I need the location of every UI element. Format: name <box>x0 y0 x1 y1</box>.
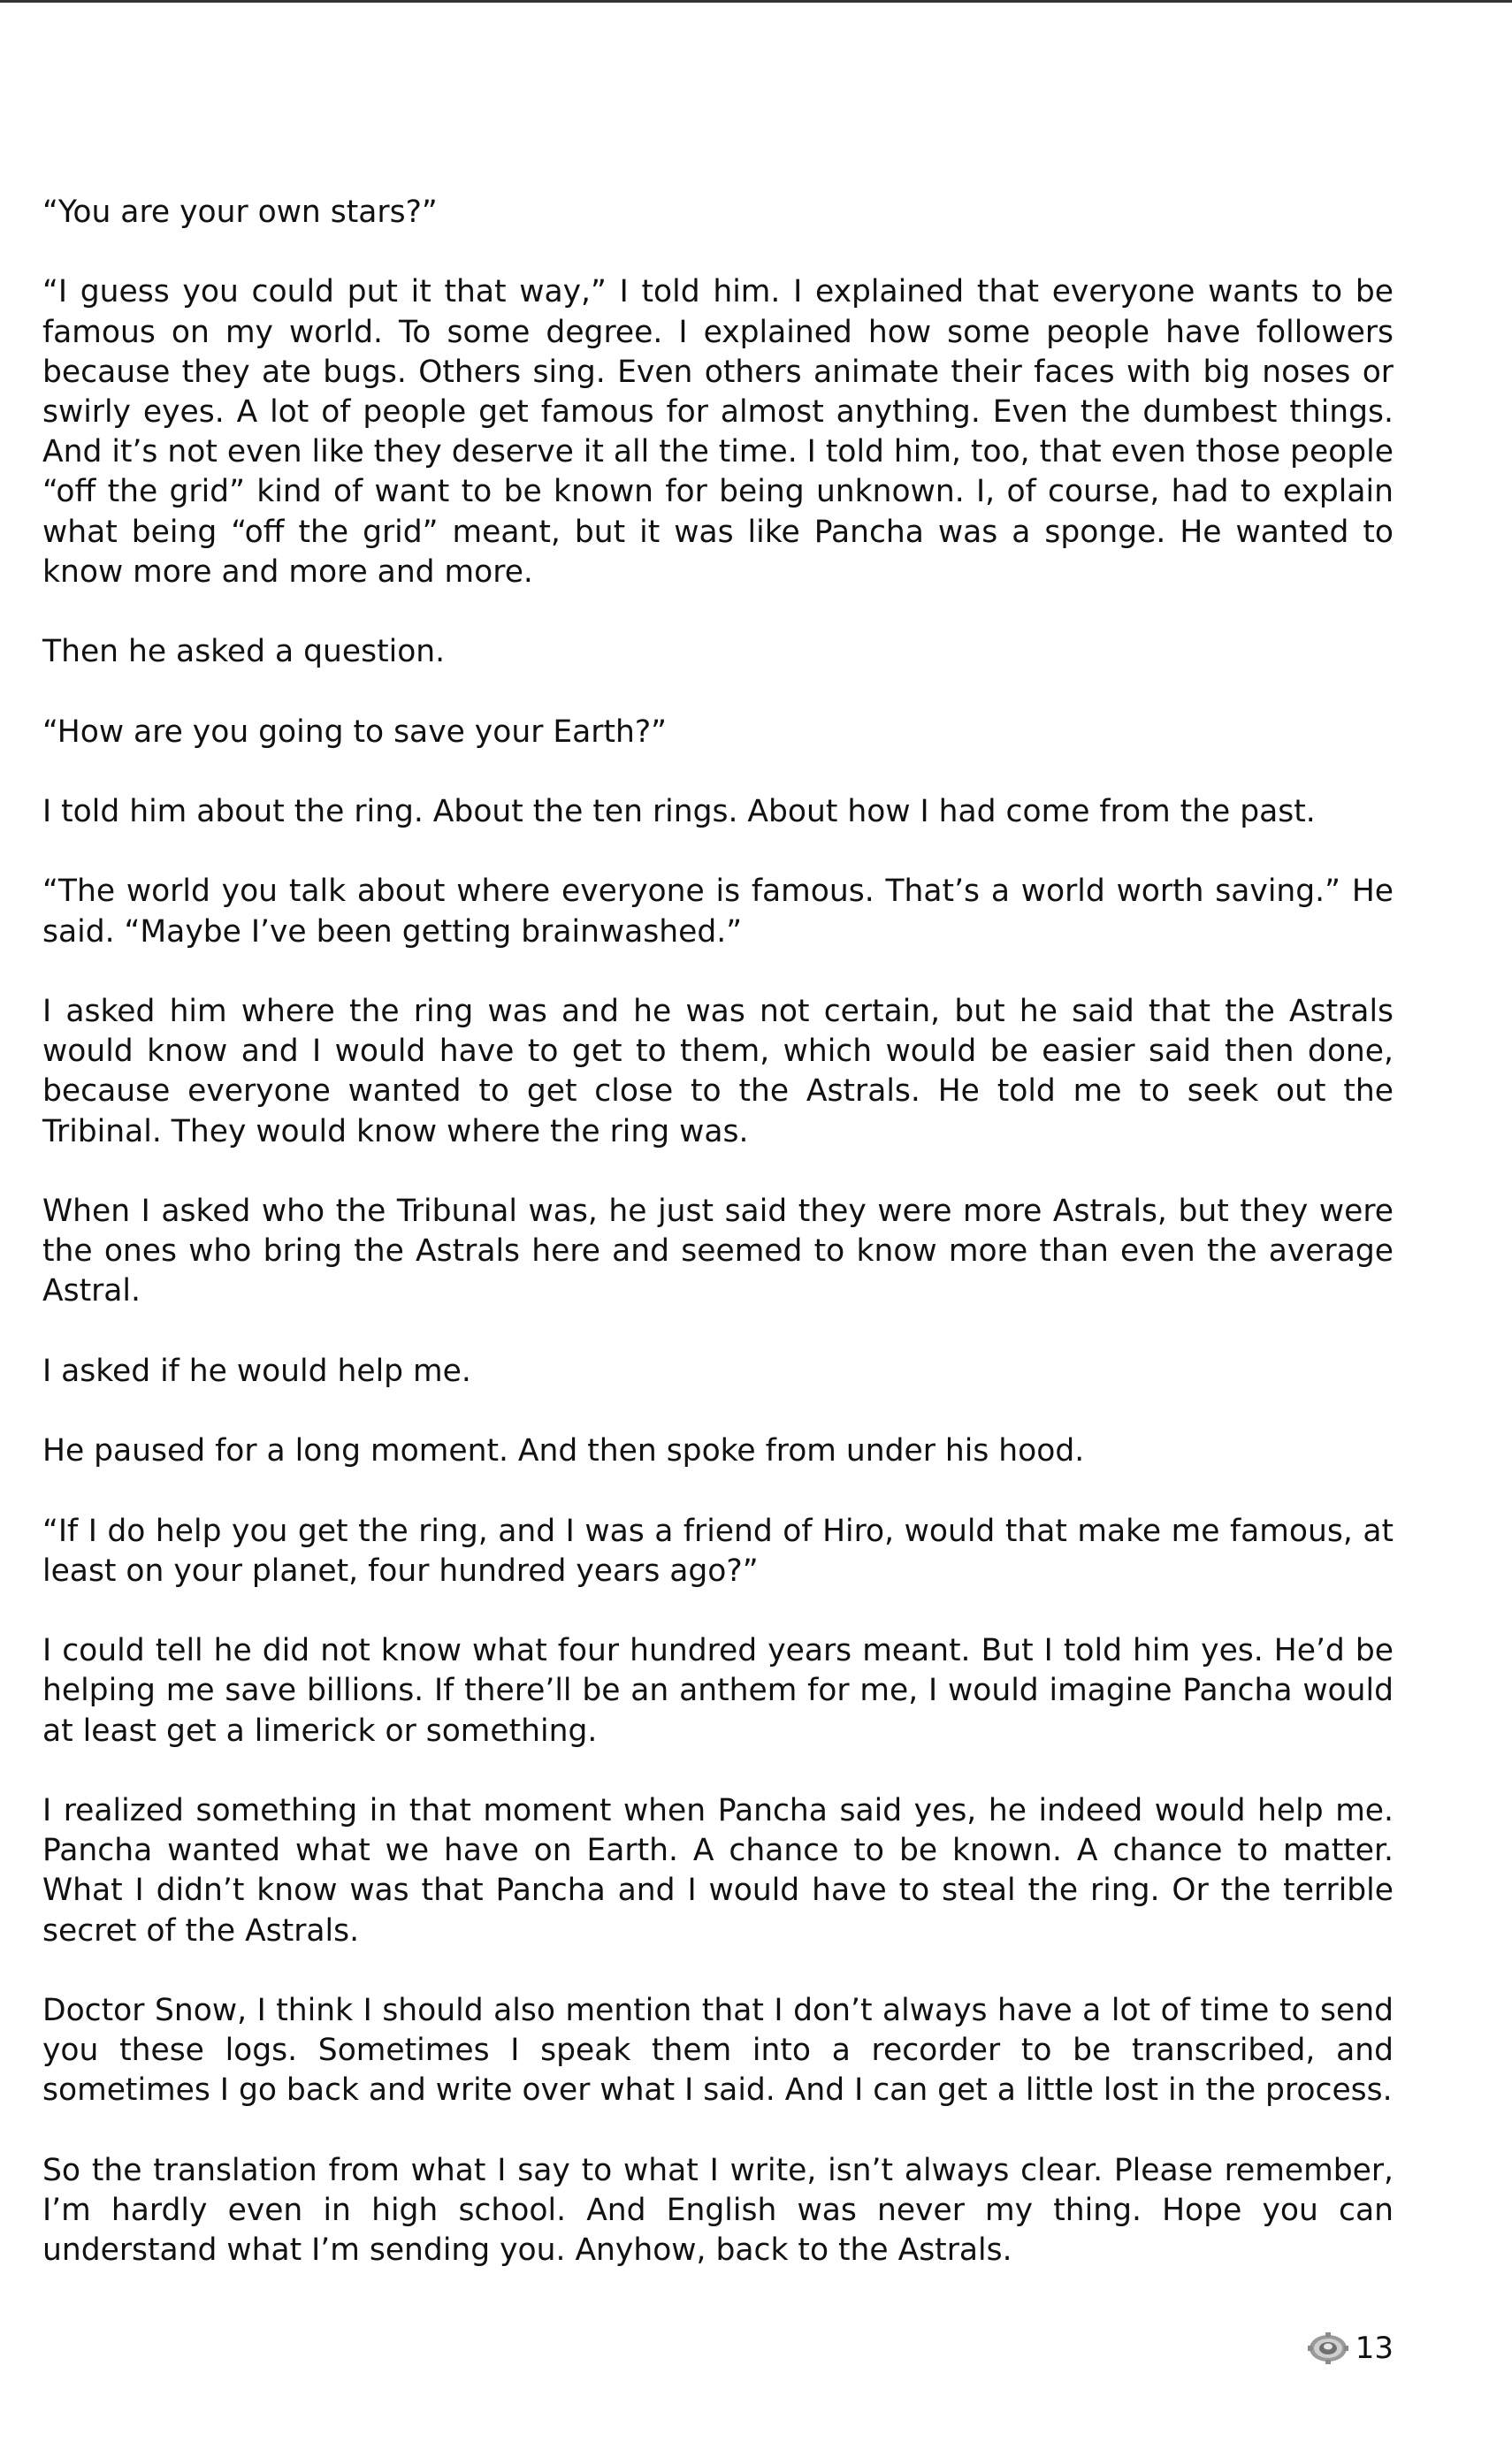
paragraph: I asked him where the ring was and he was not certain, but he said that the Astrals would know and I would have to get to them, which would be easier said then done, because everyone wanted to get close to the Astrals. He told me to seek out the Tribinal. They would know where the ring was. <box>42 993 1394 1149</box>
paragraph: “How are you going to save your Earth?” <box>42 714 668 750</box>
paragraph: Then he asked a question. <box>42 634 446 670</box>
paragraph: When I asked who the Tribunal was, he just said they were more Astrals, but they were the ones who bring the Astrals here and seemed to know more than even the average Astral. <box>42 1193 1394 1309</box>
paragraph: So the translation from what I say to what I write, isn’t always clear. Please remember, I’m hardly even in high school. And English was never my thing. Hope you can understand what I’m sending you. Anyhow, back to the Astrals. <box>42 2152 1394 2269</box>
paragraph: “If I do help you get the ring, and I was a friend of Hiro, would that make me famous, at least on your planet, four hundred years ago?” <box>42 1513 1394 1589</box>
page-footer <box>1300 2329 1394 2368</box>
paragraph: I told him about the ring. About the ten rings. About how I had come from the past. <box>42 793 1316 829</box>
paragraph: “The world you talk about where everyone is famous. That’s a world worth saving.” He said. “Maybe I’ve been getting brainwashed.” <box>42 874 1394 950</box>
paragraph: “You are your own stars?” <box>42 195 438 230</box>
paragraph: He paused for a long moment. And then spoke from under his hood. <box>42 1433 1085 1469</box>
page-body <box>42 193 1394 2311</box>
paragraph: I could tell he did not know what four hundred years meant. But I told him yes. He’d be helping me save billions. If there’ll be an anthem for me, I would imagine Pancha would at least get a limerick or something. <box>42 1633 1394 1749</box>
page-number: 13 <box>1355 2331 1394 2366</box>
paragraph: I realized something in that moment when Pancha said yes, he indeed would help me. Pancha wanted what we have on Earth. A chance to be known. A chance to matter. What I didn’t know was that Pancha and I would have to steal the ring. Or the terrible secret of the Astrals. <box>42 1792 1394 1949</box>
gear-ring-logo-icon <box>1308 2331 1348 2365</box>
top-border-rule <box>0 0 1512 3</box>
paragraph: Doctor Snow, I think I should also mention that I don’t always have a lot of time to send you these logs. Sometimes I speak them into a recorder to be transcribed, and sometimes I go back and write over what I said. And I can get a little lost in the process. <box>42 1992 1394 2109</box>
paragraph: I asked if he would help me. <box>42 1353 471 1389</box>
paragraph: “I guess you could put it that way,” I told him. I explained that everyone wants to be famous on my world. To some degree. I explained how some people have followers because they ate bugs. Others sing. Even others animate their faces with big noses or swirly eyes. A lot of people get famous for almost anything. Even the dumbest things. And it’s not even like they deserve it all the time. I told him, too, that even those people “off the grid” kind of want to be known for being unknown. I, of course, had to explain what being “off the grid” meant, but it was like Pancha was a sponge. He wanted to know more and more and more. <box>42 274 1394 590</box>
